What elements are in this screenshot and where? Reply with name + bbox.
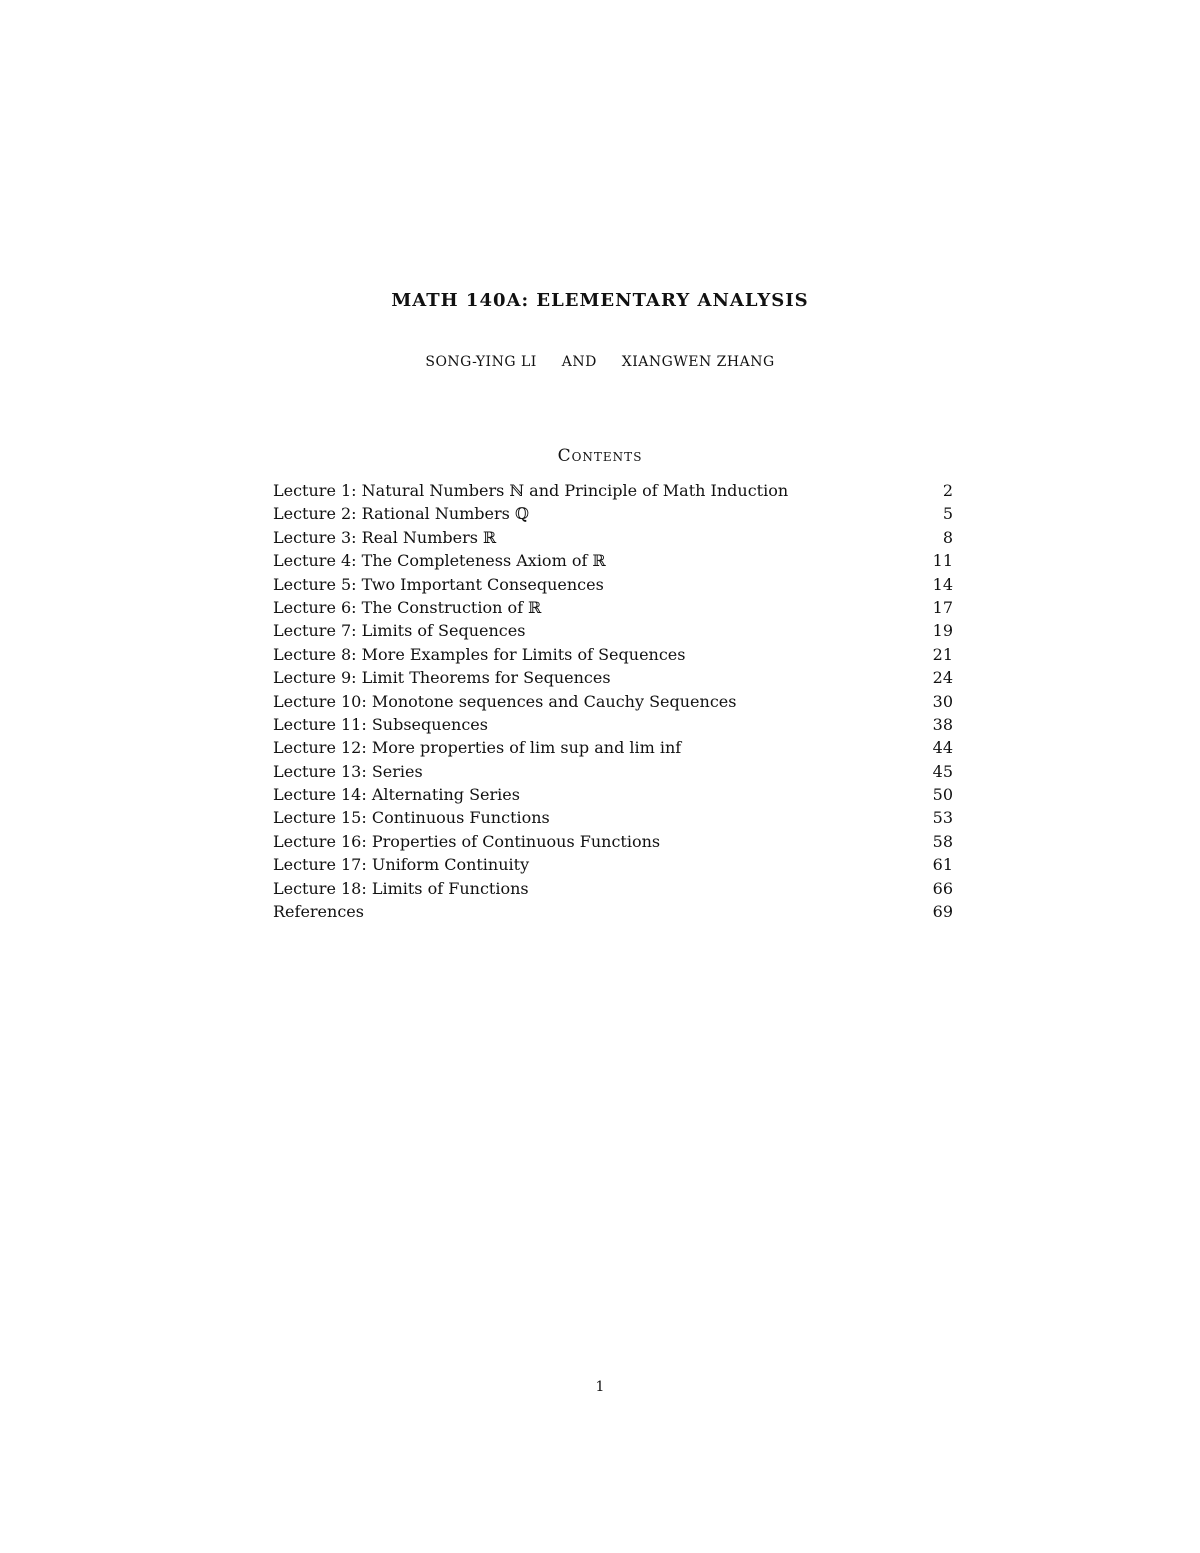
toc-entry[interactable] <box>273 573 953 596</box>
authors-line <box>0 354 1200 370</box>
toc-entry-page: 19 <box>932 621 953 641</box>
toc-entry-page: 61 <box>932 855 953 875</box>
toc-entry-page: 5 <box>942 504 953 524</box>
toc-entry-title: Lecture 9: Limit Theorems for Sequences <box>273 668 611 688</box>
toc-entry-title: Lecture 12: More properties of lim sup and lim inf <box>273 738 682 758</box>
toc-entry[interactable] <box>273 830 953 853</box>
toc-entry-page: 45 <box>932 761 953 781</box>
toc-entry-title: Lecture 13: Series <box>273 761 423 781</box>
toc-entry[interactable] <box>273 806 953 829</box>
toc-entry-title: Lecture 4: The Completeness Axiom of ℝ <box>273 551 606 571</box>
toc-entry[interactable] <box>273 783 953 806</box>
author-1: SONG-YING LI <box>425 354 537 370</box>
toc-entry[interactable] <box>273 596 953 619</box>
toc-entry-page: 53 <box>932 808 953 828</box>
toc-entry-title: References <box>273 902 364 922</box>
contents-heading: Contents <box>557 446 643 466</box>
toc-entry-page: 30 <box>932 691 953 711</box>
toc-entry-page: 2 <box>942 481 953 500</box>
toc-entry-title: Lecture 17: Uniform Continuity <box>273 855 530 875</box>
toc-entry[interactable] <box>273 549 953 572</box>
toc-entry-page: 38 <box>932 714 953 734</box>
toc-entry-title: Lecture 7: Limits of Sequences <box>273 621 526 641</box>
toc-entry-title: Lecture 14: Alternating Series <box>273 785 520 805</box>
toc-entry-title: Lecture 8: More Examples for Limits of Sequences <box>273 644 686 664</box>
toc-entry[interactable] <box>273 760 953 783</box>
toc-entry[interactable] <box>273 643 953 666</box>
toc-entry-title: Lecture 6: The Construction of ℝ <box>273 597 542 617</box>
toc-entry-page: 14 <box>932 574 953 594</box>
toc-entry[interactable] <box>273 877 953 900</box>
toc-entry-page: 50 <box>932 785 953 805</box>
toc-entry-title: Lecture 15: Continuous Functions <box>273 808 550 828</box>
toc-entry-title: Lecture 18: Limits of Functions <box>273 878 529 898</box>
toc-entry-page: 21 <box>932 644 953 664</box>
toc-entry[interactable] <box>273 900 953 923</box>
toc-entry[interactable] <box>273 526 953 549</box>
toc-entry[interactable] <box>273 479 953 502</box>
toc-entry[interactable] <box>273 502 953 525</box>
toc-entry-page: 17 <box>932 597 953 617</box>
toc-entry-title: Lecture 5: Two Important Consequences <box>273 574 604 594</box>
toc-entry-page: 66 <box>932 878 953 898</box>
table-of-contents <box>273 479 953 923</box>
toc-entry-page: 8 <box>942 527 953 547</box>
toc-entry-page: 11 <box>932 551 953 571</box>
toc-entry-title: Lecture 10: Monotone sequences and Cauchy Sequences <box>273 691 737 711</box>
toc-entry-title: Lecture 1: Natural Numbers ℕ and Principle of Math Induction <box>273 481 789 500</box>
toc-entry[interactable] <box>273 690 953 713</box>
page-number: 1 <box>595 1379 605 1395</box>
toc-entry-page: 69 <box>932 902 953 922</box>
toc-entry[interactable] <box>273 853 953 876</box>
toc-entry-page: 24 <box>932 668 953 688</box>
toc-entry-page: 58 <box>932 831 953 851</box>
author-2: XIANGWEN ZHANG <box>621 354 775 370</box>
toc-entry[interactable] <box>273 666 953 689</box>
toc-entry[interactable] <box>273 619 953 642</box>
toc-entry-title: Lecture 11: Subsequences <box>273 714 488 734</box>
toc-entry-title: Lecture 16: Properties of Continuous Functions <box>273 831 661 851</box>
toc-entry[interactable] <box>273 713 953 736</box>
toc-entry-page: 44 <box>932 738 953 758</box>
toc-entry-title: Lecture 2: Rational Numbers ℚ <box>273 504 529 524</box>
document-title: MATH 140A: ELEMENTARY ANALYSIS <box>391 290 809 311</box>
author-conjunction: AND <box>561 354 597 370</box>
toc-entry-title: Lecture 3: Real Numbers ℝ <box>273 527 497 547</box>
toc-entry[interactable] <box>273 736 953 759</box>
